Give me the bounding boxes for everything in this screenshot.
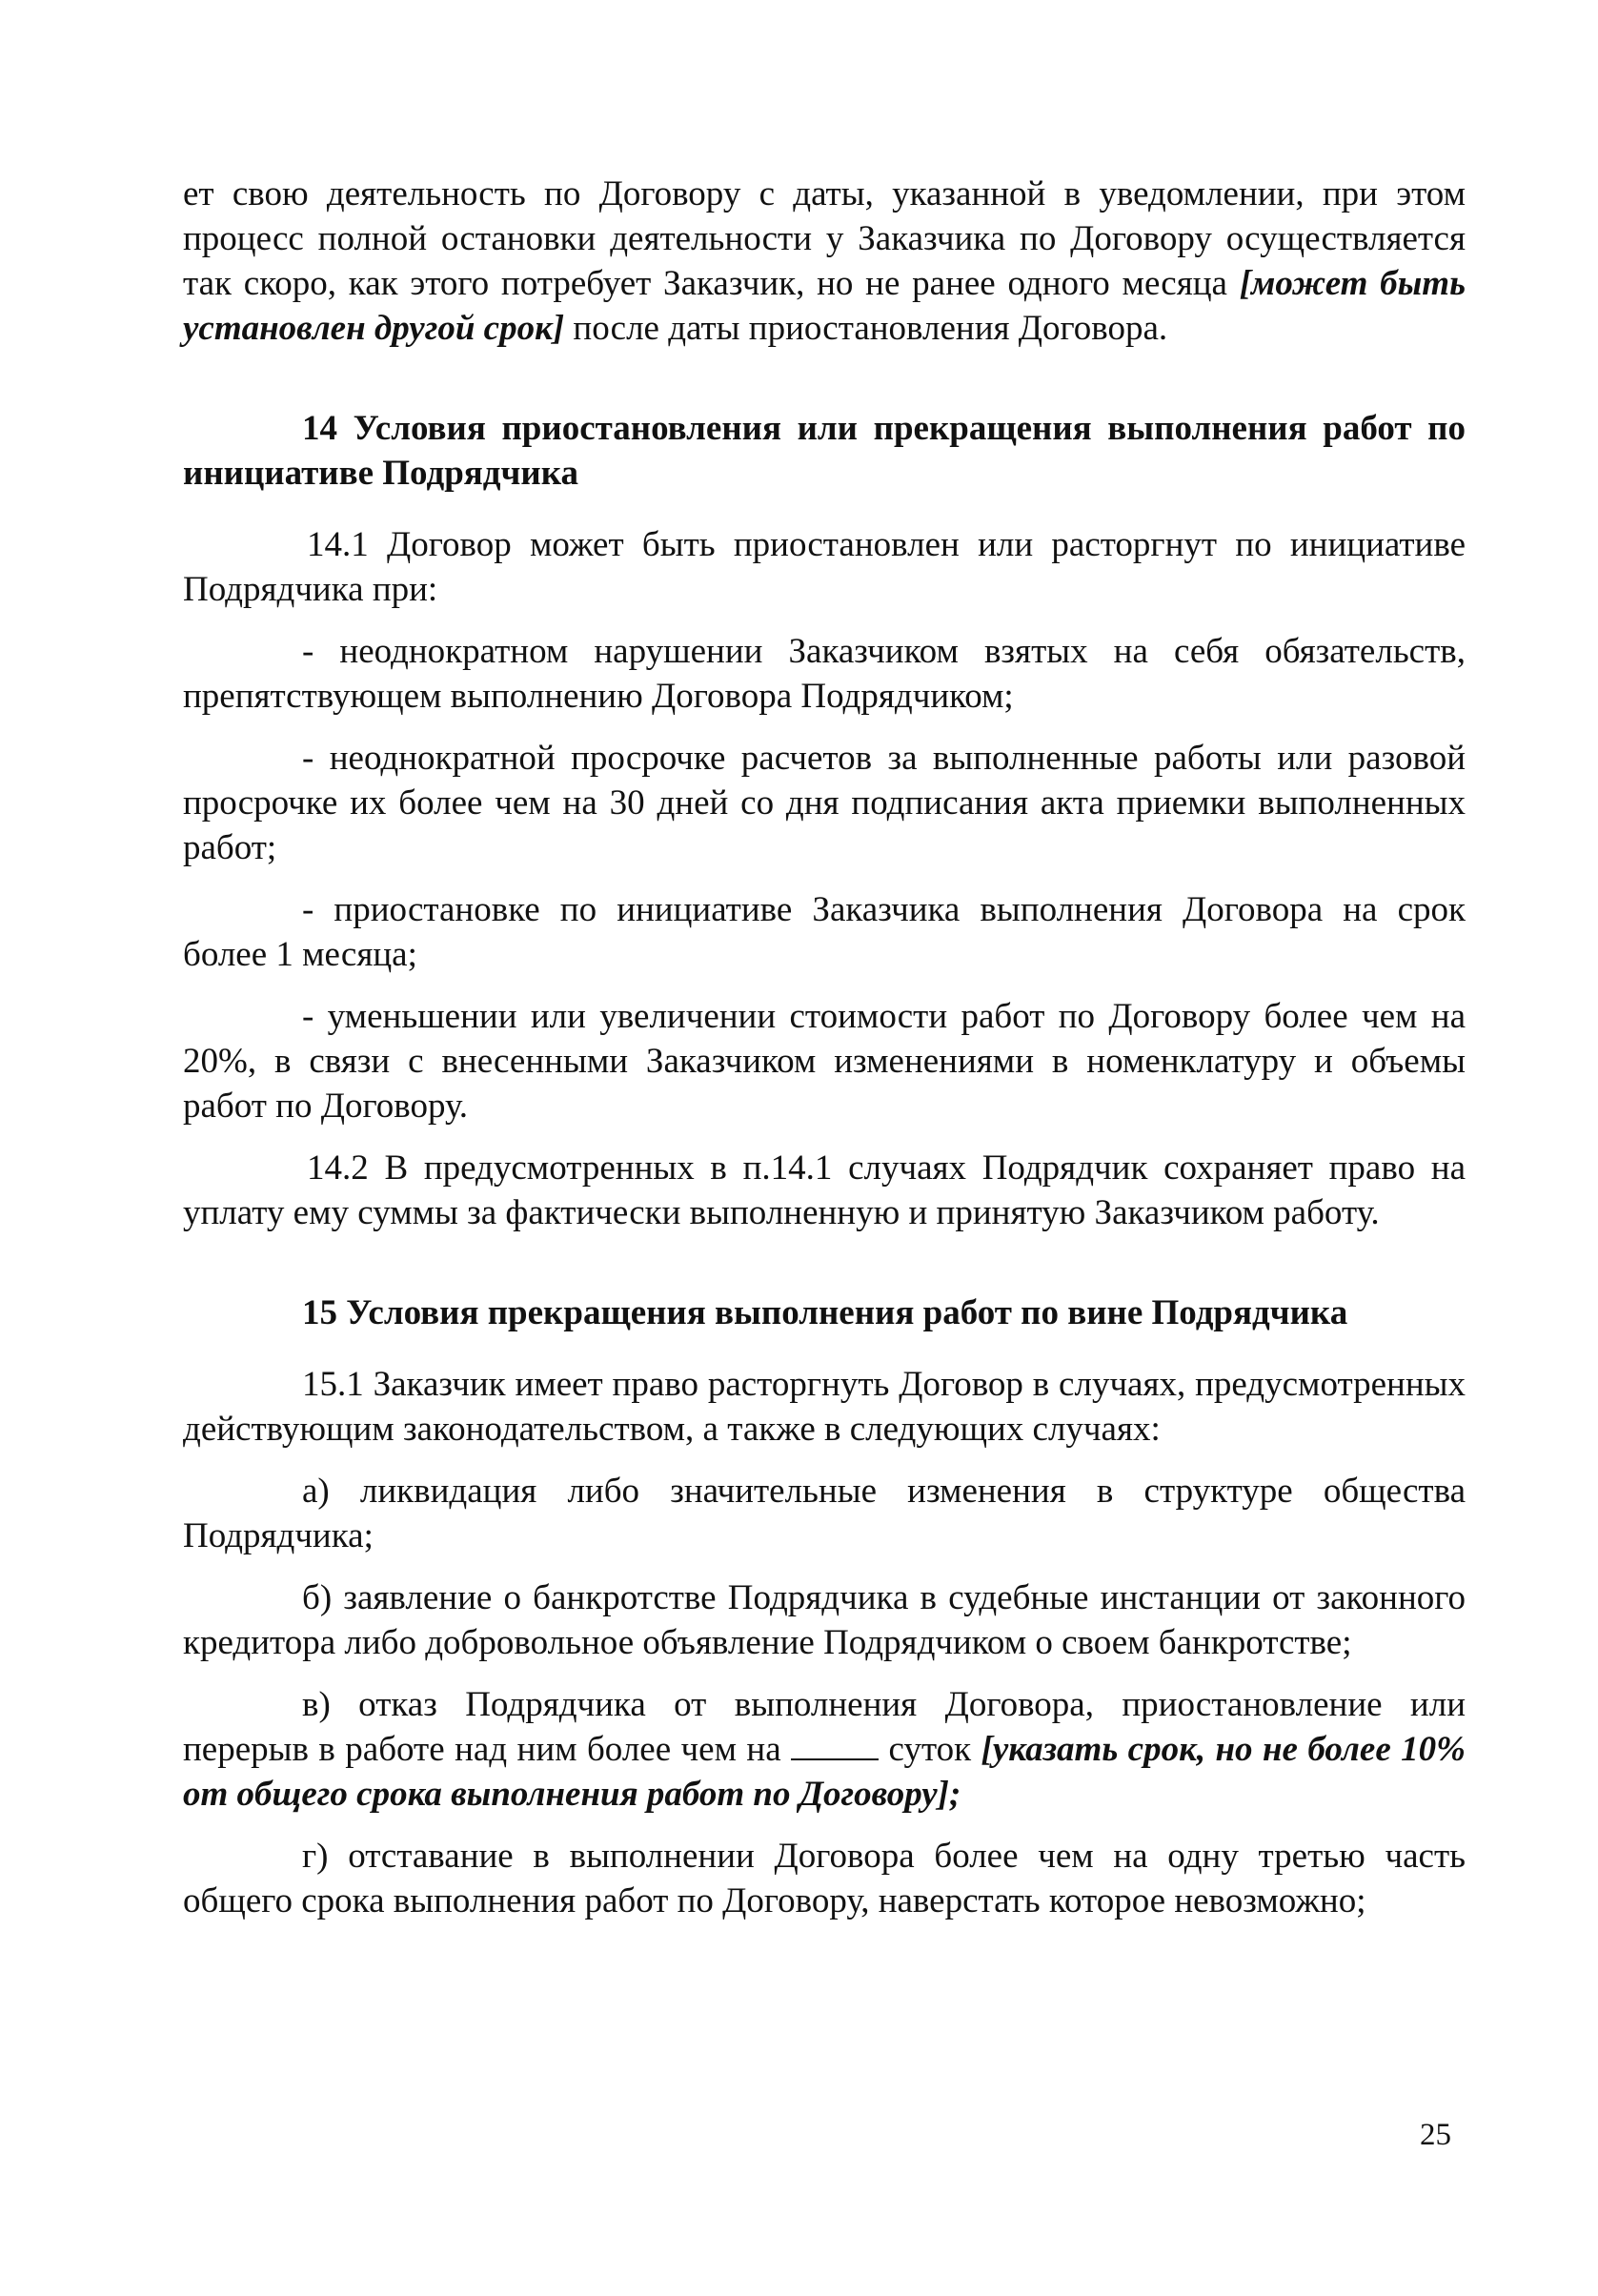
clause-14-1-item-4: - уменьшении или увеличении стоимости работ по Договору более чем на 20%, в связи с внесенными Заказчиком изменениями в номенклатуру и объемы работ по Договору. xyxy=(183,997,1466,1126)
clause-v-text: в) отказ Подрядчика от выполнения Договора, приостановление или перерыв в работе над ним более чем на xyxy=(183,1685,1466,1769)
section-15-heading: 15 Условия прекращения выполнения работ по вине Подрядчика xyxy=(302,1293,1348,1332)
clause-v-editorial-note: [указать срок, но не более 10% от общего срока выполнения работ по Договору]; xyxy=(183,1730,1466,1814)
continued-paragraph xyxy=(183,172,1466,351)
section-14-heading: 14 Условия приостановления или прекращения выполнения работ по инициативе Подрядчика xyxy=(183,409,1466,493)
clause-15-1-item-b: б) заявление о банкротстве Подрядчика в судебные инстанции от законного кредитора либо добровольное объявление Подрядчиком о своем банкротстве; xyxy=(183,1578,1466,1662)
continued-text-end: после даты приостановления Договора. xyxy=(564,309,1168,348)
clause-15-1-item-g: г) отставание в выполнении Договора более чем на одну третью часть общего срока выполнения работ по Договору, наверстать которое невозможно; xyxy=(183,1837,1466,1920)
clause-14-1-item-2: - неоднократной просрочке расчетов за выполненные работы или разовой просрочке их более чем на 30 дней со дня подписания акта приемки выполненных работ; xyxy=(183,739,1466,867)
clause-14-1: 14.1 Договор может быть приостановлен или расторгнут по инициативе Подрядчика при: xyxy=(183,525,1466,609)
clause-14-2: 14.2 В предусмотренных в п.14.1 случаях Подрядчик сохраняет право на уплату ему суммы за фактически выполненную и принятую Заказчиком работу. xyxy=(183,1148,1466,1232)
fill-in-blank xyxy=(791,1730,879,1760)
page-number: 25 xyxy=(1420,2118,1451,2152)
editorial-note: [может быть установлен другой срок] xyxy=(183,264,1467,348)
clause-v-unit: суток xyxy=(879,1730,981,1769)
clause-15-1-item-a: а) ликвидация либо значительные изменения в структуре общества Подрядчика; xyxy=(183,1472,1466,1555)
document-page xyxy=(183,172,1466,1940)
clause-14-1-item-1: - неоднократном нарушении Заказчиком взятых на себя обязательств, препятствующем выполнению Договора Подрядчиком; xyxy=(183,632,1466,716)
continued-text: ет свою деятельность по Договору с даты, указанной в уведомлении, при этом процесс полной остановки деятельности у Заказчика по Договору осуществляется так скоро, как этого потребует Заказчик, но не ранее одного месяца xyxy=(183,174,1466,303)
clause-15-1-item-v xyxy=(183,1682,1466,1817)
clause-15-1: 15.1 Заказчик имеет право расторгнуть Договор в случаях, предусмотренных действующим законодательством, а также в следующих случаях: xyxy=(183,1365,1466,1449)
clause-14-1-item-3: - приостановке по инициативе Заказчика выполнения Договора на срок более 1 месяца; xyxy=(183,890,1466,974)
